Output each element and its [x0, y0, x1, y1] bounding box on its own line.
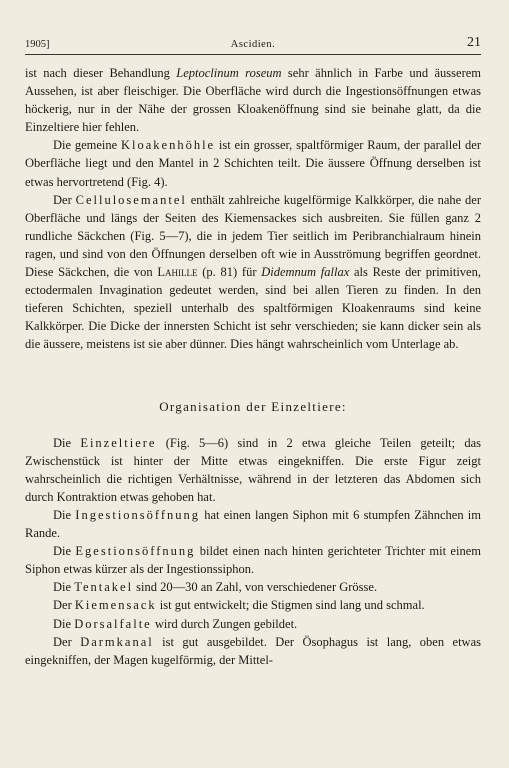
text-run: (Fig. 5—6) sind in 2 etwa gleiche Teilen geteilt; das Zwischenstück ist hinter der Mitte etwas eingekniffen. Die erste Figur zeigt wahrscheinlich die richtigen Verhältnisse, während in der letzteren das Abdomen sich durch Kontraktion etwas gehoben hat.	[25, 435, 481, 504]
paragraph	[25, 596, 481, 614]
spaced-term: Kiemensack	[74, 598, 157, 613]
paragraph	[25, 64, 481, 136]
author-name: Lahille	[157, 265, 198, 280]
spaced-term: Dorsalfalte	[74, 616, 152, 631]
header-year: 1905]	[25, 39, 50, 50]
body-text	[25, 64, 481, 669]
running-header	[25, 34, 481, 55]
spaced-term: Cellulosemantel	[75, 192, 187, 207]
paragraph	[25, 542, 481, 578]
text-run: sehr ähnlich in Farbe und äusserem Aussehen, ist aber fleischiger. Die Oberfläche wird durch die Ingestionsöffnungen etwas höckerig, nur in der Nähe der grossen Kloakenöffnung sind sie beinahe glatt, da die Einzeltiere hier fehlen.	[25, 66, 482, 135]
text-run: Organisation der Einzeltiere:	[159, 398, 347, 414]
paragraph	[25, 615, 481, 633]
spaced-term: Einzeltiere	[80, 435, 157, 450]
spaced-term: Darmkanal	[80, 634, 154, 649]
spaced-term: Kloakenhöhle	[120, 138, 216, 153]
text-run: ist nach dieser Behandlung	[25, 66, 177, 80]
text-run: Die	[53, 435, 81, 450]
text-run: sind 20—30 an Zahl, von verschiedener Grösse.	[133, 580, 378, 595]
text-run: ist gut entwickelt; die Stigmen sind lang und schmal.	[156, 598, 425, 613]
spaced-term: Tentakel	[74, 580, 134, 595]
text-run: als Reste der primitiven, ectodermalen Invagination gedeutet werden, sind bei allen Tieren zu finden. In den tieferen Schichten, speziell unterhalb des spaltförmigen Kloakenraums sind keine Kalkkörper. Die Dicke der innersten Schicht ist sehr verschieden; sie kann dicker sein als die äussere, meistens ist sie aber dünner. Dies hängt wahrscheinlich vom Unterlage ab.	[25, 265, 481, 352]
text-run: Die	[53, 580, 75, 595]
text-run: enthält zahlreiche kugelförmige Kalkkörper, die nahe der Oberfläche und längs der Seiten des Kiemensackes sich ausbreiten. Sie füllen ganz 2 rundliche Säckchen (Fig. 5—7), die in jedem Tier seitlich im Peribranchialraum hinein ragen, und sind von den Öffnungen derselben oft wie in Ausströmung begriffen geordnet. Diese Säckchen, die von	[25, 192, 481, 280]
text-run: Die	[53, 616, 75, 631]
text-run: Der	[53, 598, 75, 613]
text-run: Der	[53, 192, 76, 207]
section-heading	[25, 398, 481, 416]
text-run: Die gemeine	[53, 138, 121, 153]
text-run: hat einen langen Siphon mit 6 stumpfen Zähnchen im Rande.	[25, 507, 481, 541]
italic-text: Didemnum fallax	[261, 265, 350, 280]
text-run: Der	[53, 634, 81, 649]
text-run: bildet einen nach hinten gerichteter Trichter mit einem Siphon etwas kürzer als der Ingestionssiphon.	[25, 544, 481, 577]
text-run: Die	[53, 507, 76, 522]
paragraph	[25, 633, 481, 669]
header-title: Ascidien.	[230, 39, 276, 50]
spaced-term: Ingestionsöffnung	[75, 507, 201, 522]
paragraph	[25, 434, 481, 506]
text-run: Die	[53, 544, 76, 559]
paragraph	[25, 136, 481, 190]
text-run: ist gut ausgebildet. Der Ösophagus ist lang, oben etwas eingekniffen, der Magen kugelförmig, der Mittel-	[25, 634, 481, 667]
text-run: wird durch Zungen gebildet.	[151, 616, 298, 631]
paragraph	[25, 506, 481, 542]
text-run: (p. 81) für	[197, 265, 262, 280]
page-number: 21	[467, 35, 481, 50]
spaced-term: Egestionsöffnung	[75, 544, 196, 559]
paragraph	[25, 578, 481, 596]
paragraph	[25, 191, 481, 354]
text-run: ist ein grosser, spaltförmiger Raum, der parallel der Oberfläche liegt und den Mantel in 2 Schichten teilt. Die äussere Öffnung derselben ist etwas hervortretend (Fig. 4).	[25, 138, 482, 189]
italic-text: Leptoclinum roseum	[176, 66, 282, 80]
